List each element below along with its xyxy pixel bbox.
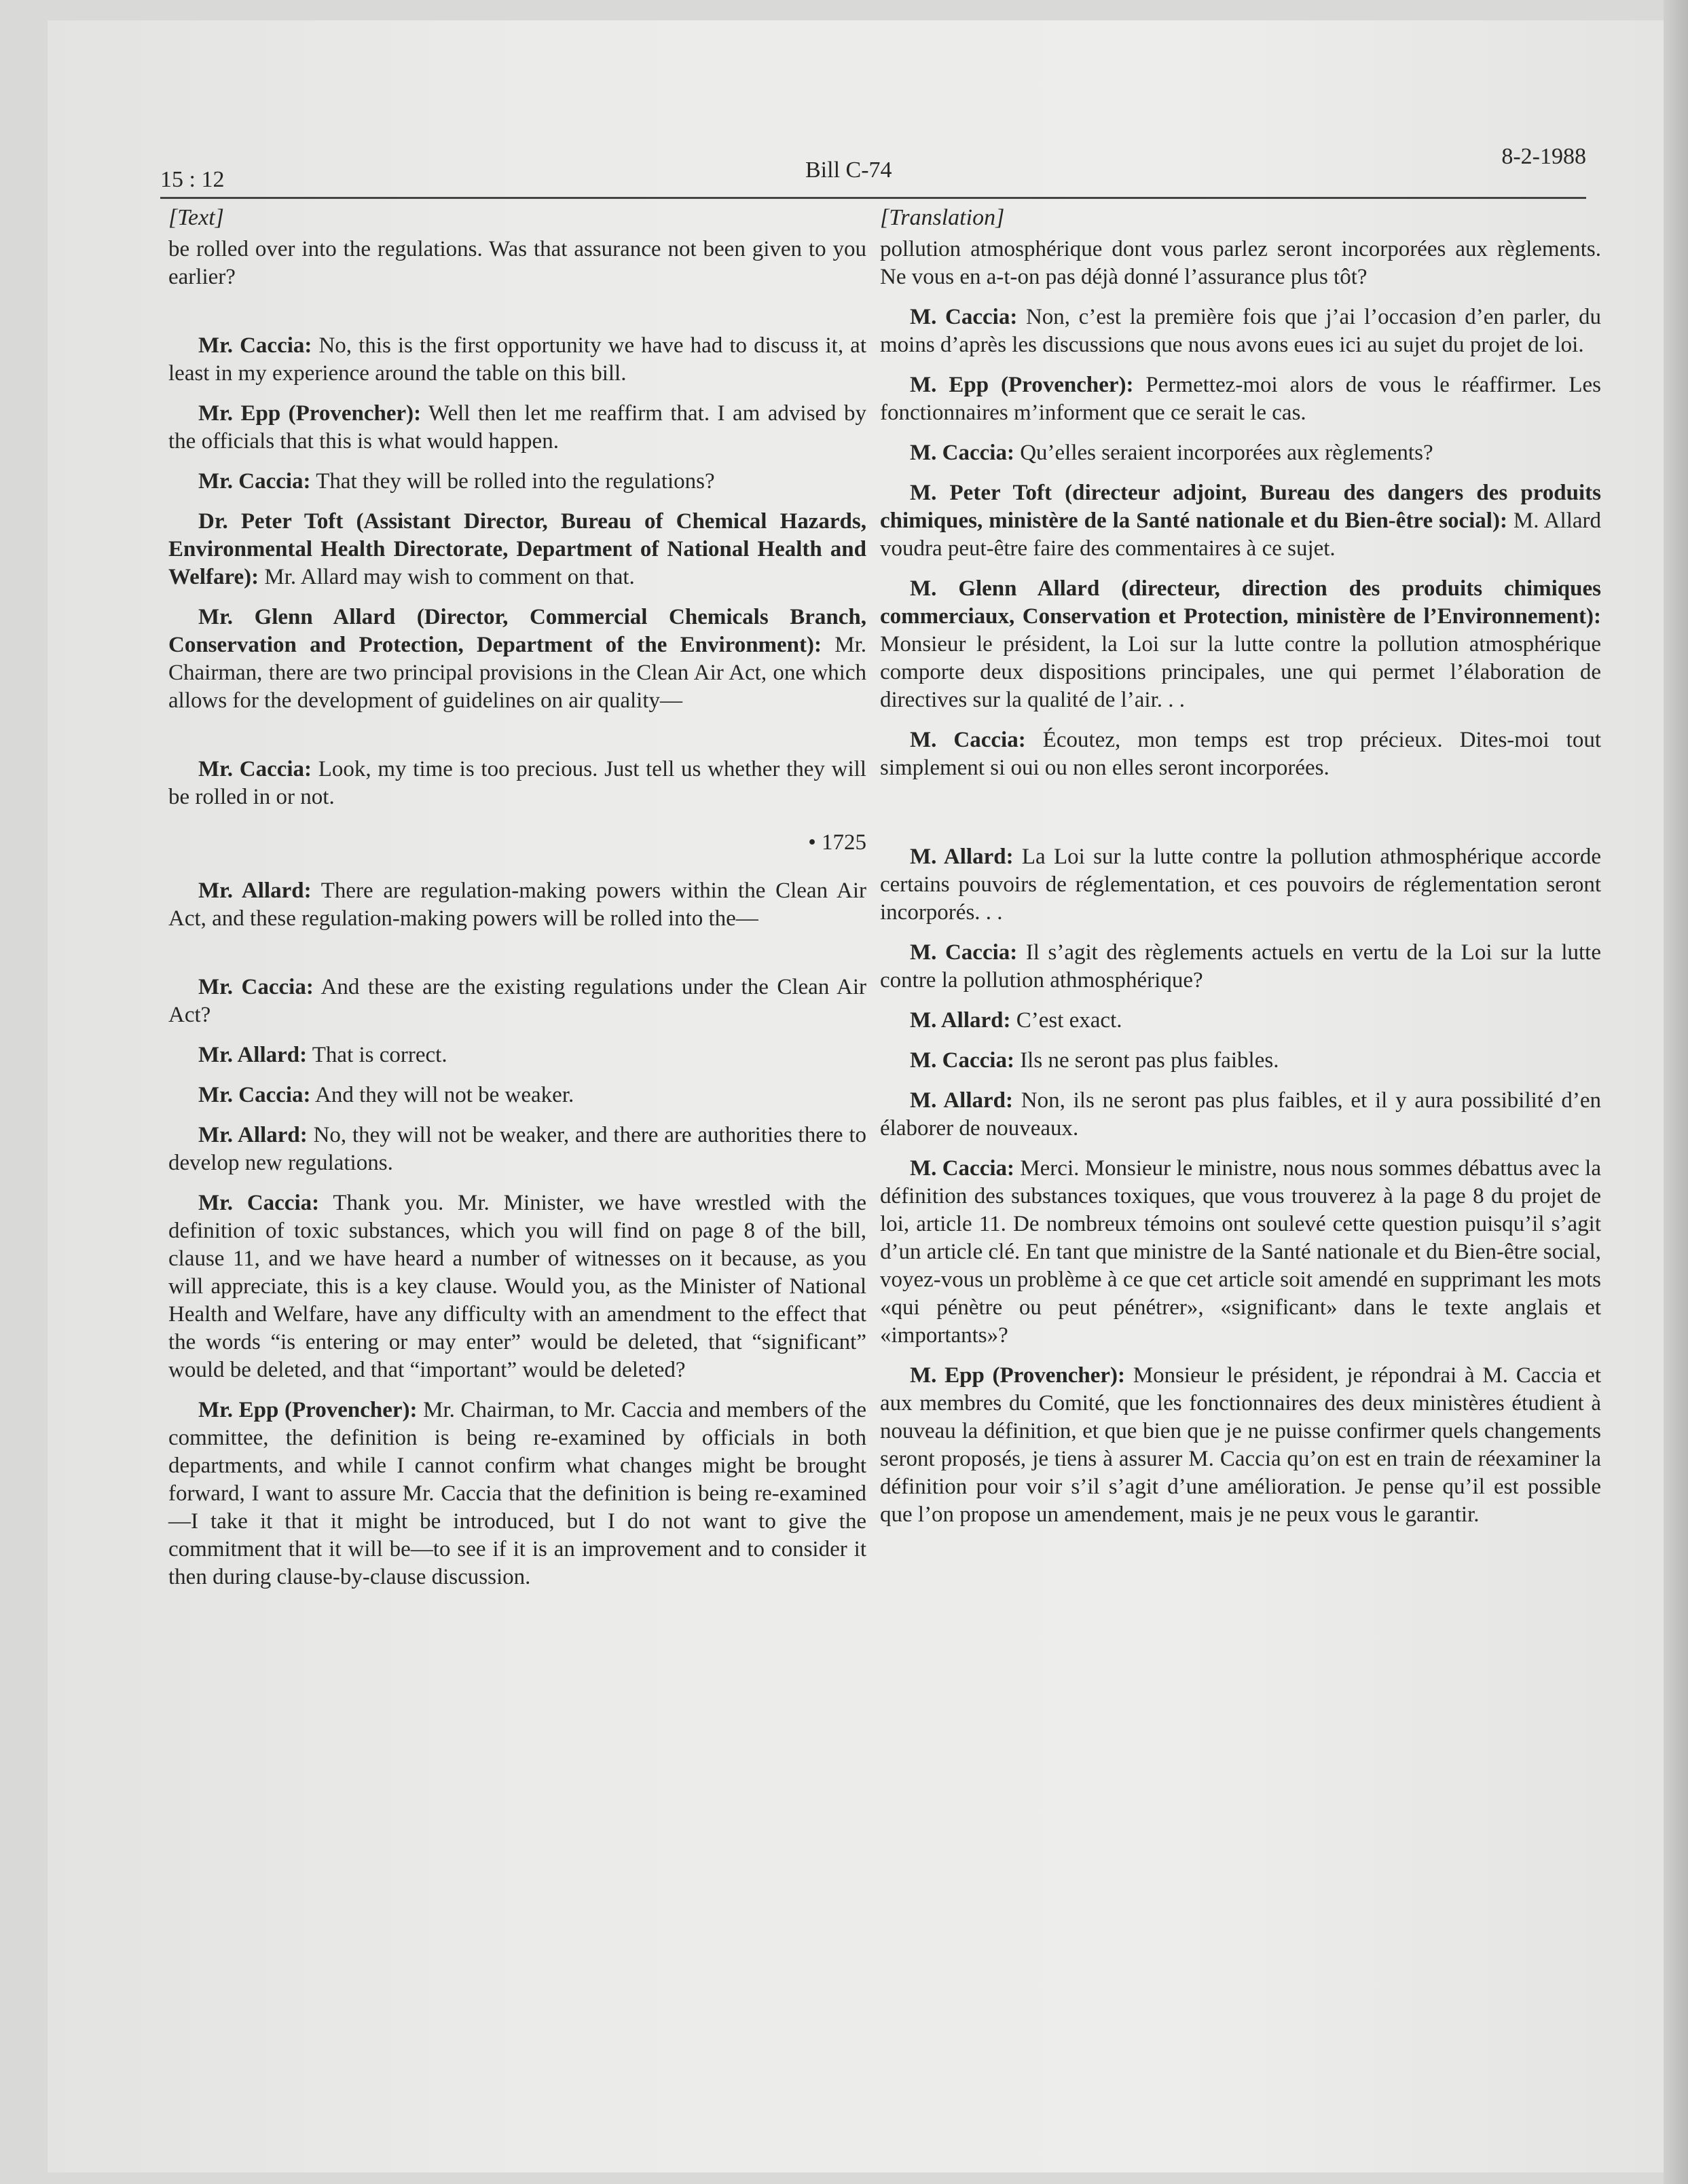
paragraph: M. Caccia: Merci. Monsieur le ministre, nous nous sommes débattus avec la définition des substances toxiques, que vous trouverez à la page 8 du projet de loi, article 11. De nombreux témoins ont soulevé cette question puisqu’il s’agit d’un article clé. En tant que ministre de la Santé nationale et du Bien-être social, voyez-vous un problème à ce que cet article soit amendé en supprimant les mots «qui pénètre ou peut pénétrer», «significant» dans le texte anglais et «importants»? [880, 1156, 1601, 1348]
paragraph: M. Epp (Provencher): Permettez-moi alors de vous le réaffirmer. Les fonctionnaires m’informent que ce serait le cas. [880, 373, 1602, 425]
paragraph: M. Caccia: Qu’elles seraient incorporées aux règlements? [910, 441, 1433, 465]
text-marker: [Text] [168, 205, 224, 230]
speaker: M. Caccia: [910, 728, 1026, 752]
paragraph: M. Allard: Non, ils ne seront pas plus faibles, et il y aura possibilité d’en élaborer de nouveaux. [880, 1088, 1602, 1141]
page-header [160, 143, 1586, 199]
speaker: Mr. Caccia: [198, 1191, 320, 1215]
speaker: M. Epp (Provencher): [910, 373, 1134, 397]
speaker: M. Allard: [910, 1088, 1014, 1113]
speaker: Dr. Peter Toft (Assistant Director, Bureau of Chemical Hazards, Environmental Health Directorate, Department of National Health and Welfare): [168, 509, 866, 589]
speaker: Mr. Glenn Allard (Director, Commercial Chemicals Branch, Conservation and Protection, Department of the Environment): [168, 605, 866, 657]
paragraph: Mr. Caccia: And these are the existing regulations under the Clean Air Act? [168, 975, 866, 1027]
paragraph: M. Caccia: Il s’agit des règlements actuels en vertu de la Loi sur la lutte contre la pollution athmosphérique? [880, 940, 1601, 993]
paragraph: M. Peter Toft (directeur adjoint, Bureau des dangers des produits chimiques, ministère de la Santé nationale et du Bien-être social): M. Allard voudra peut-être faire des commentaires à ce sujet. [880, 481, 1602, 561]
paragraph: Mr. Glenn Allard (Director, Commercial Chemicals Branch, Conservation and Protection, Department of the Environment): Mr. Chairman, there are two principal provisions in the Clean Air Act, one which allows for the development of guidelines on air quality— [168, 605, 867, 713]
paragraph: M. Caccia: Écoutez, mon temps est trop précieux. Dites-moi tout simplement si oui ou non elles seront incorporées. [880, 728, 1601, 780]
paragraph: Mr. Caccia: And they will not be weaker. [198, 1083, 574, 1107]
speaker: Mr. Epp (Provencher): [198, 1398, 418, 1422]
speaker: M. Caccia: [910, 1156, 1014, 1181]
speaker: M. Caccia: [910, 305, 1018, 329]
paragraph: M. Epp (Provencher): Monsieur le président, je répondrai à M. Caccia et aux membres du Comité, que les fonctionnaires des deux ministères étudient à nouveau la définition, et que bien que je ne puisse confirmer quels changements seront proposés, je tiens à assurer M. Caccia qu’on est en train de réexaminer la définition pour voir s’il s’agit d’une amélioration. Je pense qu’il est possible que l’on propose un amendement, mais je ne peux vous le garantir. [880, 1363, 1601, 1527]
speaker: M. Caccia: [910, 441, 1014, 465]
paragraph: M. Caccia: Non, c’est la première fois que j’ai l’occasion d’en parler, du moins d’après les discussions que nous avons eues ici au sujet du projet de loi. [880, 305, 1602, 357]
speaker: M. Caccia: [910, 1048, 1014, 1073]
time-stamp: • 1725 [808, 830, 866, 855]
page-date: 8-2-1988 [1501, 144, 1586, 169]
page-number: 15 : 12 [160, 167, 225, 192]
paragraph: Dr. Peter Toft (Assistant Director, Bureau of Chemical Hazards, Environmental Health Directorate, Department of National Health and Welfare): Mr. Allard may wish to comment on that. [168, 509, 866, 589]
french-column [880, 204, 1601, 1541]
paragraph: Mr. Caccia: Thank you. Mr. Minister, we have wrestled with the definition of toxic substances, which you will find on page 8 of the bill, clause 11, and we have heard a number of witnesses on it because, as you will appreciate, this is a key clause. Would you, as the Minister of National Health and Welfare, have any difficulty with an amendment to the effect that the words “is entering or may enter” would be deleted, that “significant” would be deleted, and that “important” would be deleted? [168, 1191, 866, 1382]
speaker: Mr. Caccia: [198, 1083, 311, 1107]
bill-title: Bill C-74 [805, 158, 892, 183]
translation-marker: [Translation] [880, 205, 1005, 230]
paragraph: Mr. Epp (Provencher): Well then let me reaffirm that. I am advised by the officials that this is what would happen. [168, 401, 867, 454]
speaker: Mr. Allard: [198, 1123, 308, 1147]
paragraph: Mr. Caccia: That they will be rolled into the regulations? [198, 469, 715, 494]
paragraph: Mr. Caccia: Look, my time is too precious. Just tell us whether they will be rolled in or not. [168, 757, 866, 809]
speaker: M. Caccia: [910, 940, 1018, 965]
paragraph: M. Allard: C’est exact. [910, 1008, 1122, 1033]
paragraph: Mr. Allard: There are regulation-making powers within the Clean Air Act, and these regulation-making powers will be rolled into the— [168, 878, 866, 931]
page-edge [1664, 0, 1688, 2184]
paragraph: be rolled over into the regulations. Was that assurance not been given to you earlier? [168, 237, 866, 289]
speaker: Mr. Caccia: [198, 757, 312, 781]
paragraph: pollution atmosphérique dont vous parlez seront incorporées aux règlements. Ne vous en a-t-on pas déjà donné l’assurance plus tôt? [880, 237, 1601, 289]
paragraph: M. Allard: La Loi sur la lutte contre la pollution athmosphérique accorde certains pouvoirs de réglementation, et ces pouvoirs de réglementation seront incorporés. . . [880, 845, 1601, 925]
speaker: M. Allard: [910, 1008, 1011, 1033]
english-column [168, 204, 866, 1604]
speaker: Mr. Epp (Provencher): [198, 401, 422, 426]
speaker: Mr. Allard: [198, 1043, 308, 1067]
paragraph: Mr. Caccia: No, this is the first opportunity we have had to discuss it, at least in my experience around the table on this bill. [168, 333, 866, 386]
speaker: Mr. Allard: [198, 878, 312, 903]
speaker: M. Peter Toft (directeur adjoint, Bureau des dangers des produits chimiques, ministère de la Santé nationale et du Bien-être social): [880, 481, 1601, 533]
speaker: Mr. Caccia: [198, 333, 312, 358]
speaker: M. Allard: [910, 845, 1014, 869]
paragraph: M. Caccia: Ils ne seront pas plus faibles. [910, 1048, 1279, 1073]
speaker: Mr. Caccia: [198, 469, 311, 494]
speaker: M. Glenn Allard (directeur, direction des produits chimiques commerciaux, Conservation et Protection, ministère de l’Environnement): [880, 576, 1601, 629]
paragraph: Mr. Epp (Provencher): Mr. Chairman, to Mr. Caccia and members of the committee, the definition is being re-examined by officials in both departments, and while I cannot confirm what changes might be brought forward, I want to assure Mr. Caccia that the definition is being re-examined—I take it that it might be introduced, but I do not want to give the commitment that it will be—to see if it is an improvement and to consider it then during clause-by-clause discussion. [168, 1398, 866, 1589]
paragraph: M. Glenn Allard (directeur, direction des produits chimiques commerciaux, Conservation et Protection, ministère de l’Environnement): Monsieur le président, la Loi sur la lutte contre la pollution atmosphérique comporte deux dispositions principales, une qui permet l’élaboration de directives sur la qualité de l’air. . . [880, 576, 1601, 712]
paragraph: Mr. Allard: That is correct. [198, 1043, 447, 1067]
speaker: M. Epp (Provencher): [910, 1363, 1126, 1388]
speaker: Mr. Caccia: [198, 975, 314, 999]
paragraph: Mr. Allard: No, they will not be weaker, and there are authorities there to develop new regulations. [168, 1123, 867, 1175]
